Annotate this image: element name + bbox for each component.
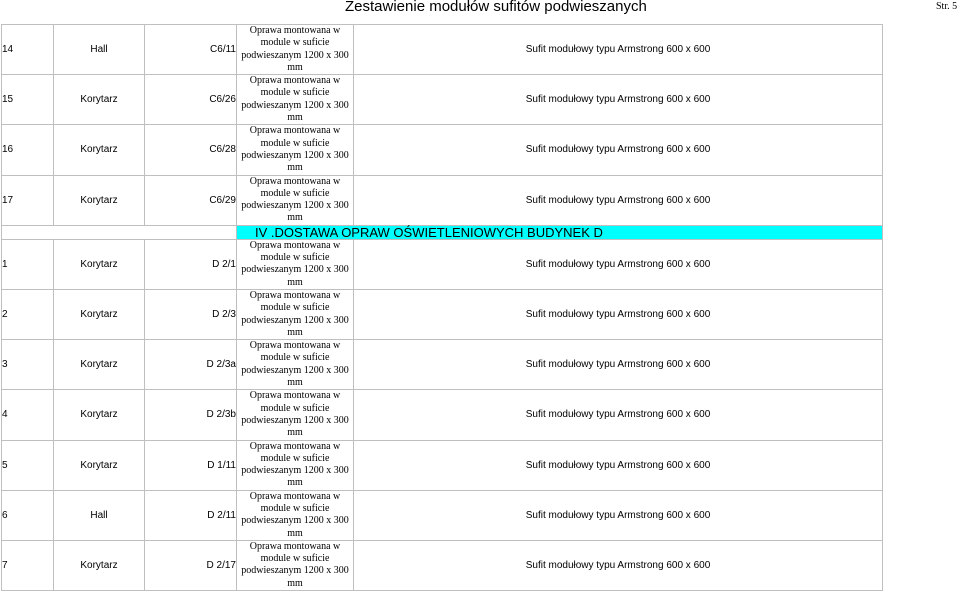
fixture-description-line: module w suficie (260, 37, 330, 49)
room-name: Korytarz (54, 440, 145, 490)
fixture-description-line: Oprawa montowana w (249, 490, 341, 502)
row-number: 5 (2, 440, 54, 490)
fixture-description (237, 340, 354, 390)
table-row (2, 125, 883, 175)
fixture-description-line: Oprawa montowana w (249, 239, 341, 251)
row-number: 6 (2, 490, 54, 540)
ceiling-type: Sufit modułowy typu Armstrong 600 x 600 (354, 239, 883, 289)
ceiling-type: Sufit modułowy typu Armstrong 600 x 600 (354, 390, 883, 440)
room-code: C6/26 (145, 75, 237, 125)
modules-table (1, 24, 883, 591)
fixture-description (237, 125, 354, 175)
fixture-description-line: mm (287, 377, 303, 389)
fixture-description-line: podwieszanym 1200 x 300 (241, 414, 349, 426)
fixture-description-line: mm (287, 212, 303, 224)
section-row (2, 225, 883, 239)
row-number: 15 (2, 75, 54, 125)
room-code: C6/28 (145, 125, 237, 175)
fixture-description-line: podwieszanym 1200 x 300 (241, 200, 349, 212)
fixture-description-line: podwieszanym 1200 x 300 (241, 99, 349, 111)
table-row (2, 440, 883, 490)
room-name: Korytarz (54, 175, 145, 225)
row-number: 3 (2, 340, 54, 390)
section-header (2, 225, 883, 239)
room-name: Korytarz (54, 125, 145, 175)
ceiling-type: Sufit modułowy typu Armstrong 600 x 600 (354, 340, 883, 390)
room-code: D 2/3b (145, 390, 237, 440)
fixture-description-line: module w suficie (260, 87, 330, 99)
room-code: D 2/3 (145, 289, 237, 339)
row-number: 16 (2, 125, 54, 175)
room-name: Hall (54, 490, 145, 540)
fixture-description-line: Oprawa montowana w (249, 440, 341, 452)
fixture-description-line: podwieszanym 1200 x 300 (241, 314, 349, 326)
fixture-description-line: mm (287, 276, 303, 288)
fixture-description-line: podwieszanym 1200 x 300 (241, 149, 349, 161)
room-name: Korytarz (54, 390, 145, 440)
fixture-description-line: podwieszanym 1200 x 300 (241, 465, 349, 477)
fixture-description (237, 490, 354, 540)
fixture-description-line: podwieszanym 1200 x 300 (241, 364, 349, 376)
room-name: Korytarz (54, 289, 145, 339)
fixture-description-line: Oprawa montowana w (249, 25, 341, 36)
fixture-description-line: Oprawa montowana w (249, 540, 341, 552)
table-body-bottom (2, 239, 883, 590)
fixture-description (237, 175, 354, 225)
fixture-description (237, 440, 354, 490)
fixture-description-line: Oprawa montowana w (249, 340, 341, 352)
table-row (2, 540, 883, 590)
section-spacer (2, 225, 237, 239)
fixture-description-line: module w suficie (260, 402, 330, 414)
table-row (2, 340, 883, 390)
room-name: Hall (54, 25, 145, 75)
table-row (2, 289, 883, 339)
fixture-description-line: podwieszanym 1200 x 300 (241, 49, 349, 61)
row-number: 14 (2, 25, 54, 75)
ceiling-type: Sufit modułowy typu Armstrong 600 x 600 (354, 175, 883, 225)
ceiling-type: Sufit modułowy typu Armstrong 600 x 600 (354, 25, 883, 75)
ceiling-type: Sufit modułowy typu Armstrong 600 x 600 (354, 125, 883, 175)
fixture-description-line: mm (287, 527, 303, 539)
fixture-description-line: podwieszanym 1200 x 300 (241, 264, 349, 276)
fixture-description-line: module w suficie (260, 452, 330, 464)
ceiling-type: Sufit modułowy typu Armstrong 600 x 600 (354, 540, 883, 590)
table-row (2, 75, 883, 125)
room-name: Korytarz (54, 540, 145, 590)
ceiling-type: Sufit modułowy typu Armstrong 600 x 600 (354, 289, 883, 339)
fixture-description (237, 25, 354, 75)
fixture-description (237, 540, 354, 590)
fixture-description (237, 289, 354, 339)
fixture-description-line: Oprawa montowana w (249, 175, 341, 187)
table-row (2, 25, 883, 75)
fixture-description-line: Oprawa montowana w (249, 289, 341, 301)
table-row (2, 490, 883, 540)
room-code: D 2/1 (145, 239, 237, 289)
fixture-description-line: mm (287, 477, 303, 489)
row-number: 1 (2, 239, 54, 289)
fixture-description (237, 239, 354, 289)
ceiling-type: Sufit modułowy typu Armstrong 600 x 600 (354, 75, 883, 125)
fixture-description-line: Oprawa montowana w (249, 75, 341, 87)
room-code: C6/29 (145, 175, 237, 225)
fixture-description-line: mm (287, 112, 303, 124)
page-title: Zestawienie modułów sufitów podwieszanych (345, 0, 647, 15)
fixture-description-line: module w suficie (260, 553, 330, 565)
row-number: 7 (2, 540, 54, 590)
row-number: 2 (2, 289, 54, 339)
fixture-description-line: mm (287, 577, 303, 589)
fixture-description-line: podwieszanym 1200 x 300 (241, 565, 349, 577)
fixture-description (237, 390, 354, 440)
row-number: 4 (2, 390, 54, 440)
fixture-description-line: module w suficie (260, 187, 330, 199)
fixture-description-line: module w suficie (260, 502, 330, 514)
fixture-description-line: module w suficie (260, 352, 330, 364)
ceiling-type: Sufit modułowy typu Armstrong 600 x 600 (354, 440, 883, 490)
room-code: D 2/3a (145, 340, 237, 390)
ceiling-type: Sufit modułowy typu Armstrong 600 x 600 (354, 490, 883, 540)
fixture-description-line: Oprawa montowana w (249, 125, 341, 137)
fixture-description-line: podwieszanym 1200 x 300 (241, 515, 349, 527)
fixture-description (237, 75, 354, 125)
page-number: Str. 5 (936, 1, 958, 12)
table-row (2, 175, 883, 225)
fixture-description-line: module w suficie (260, 137, 330, 149)
fixture-description-line: module w suficie (260, 302, 330, 314)
fixture-description-line: Oprawa montowana w (249, 390, 341, 402)
room-code: C6/11 (145, 25, 237, 75)
fixture-description-line: mm (287, 427, 303, 439)
fixture-description-line: mm (287, 326, 303, 338)
room-name: Korytarz (54, 75, 145, 125)
table-row (2, 390, 883, 440)
room-name: Korytarz (54, 239, 145, 289)
table-body-top (2, 25, 883, 226)
fixture-description-line: mm (287, 162, 303, 174)
table-row (2, 239, 883, 289)
room-code: D 2/11 (145, 490, 237, 540)
room-name: Korytarz (54, 340, 145, 390)
fixture-description-line: module w suficie (260, 252, 330, 264)
fixture-description-line: mm (287, 61, 303, 73)
room-code: D 2/17 (145, 540, 237, 590)
row-number: 17 (2, 175, 54, 225)
section-title: IV .DOSTAWA OPRAW OŚWIETLENIOWYCH BUDYNEK D (237, 225, 883, 239)
room-code: D 1/11 (145, 440, 237, 490)
